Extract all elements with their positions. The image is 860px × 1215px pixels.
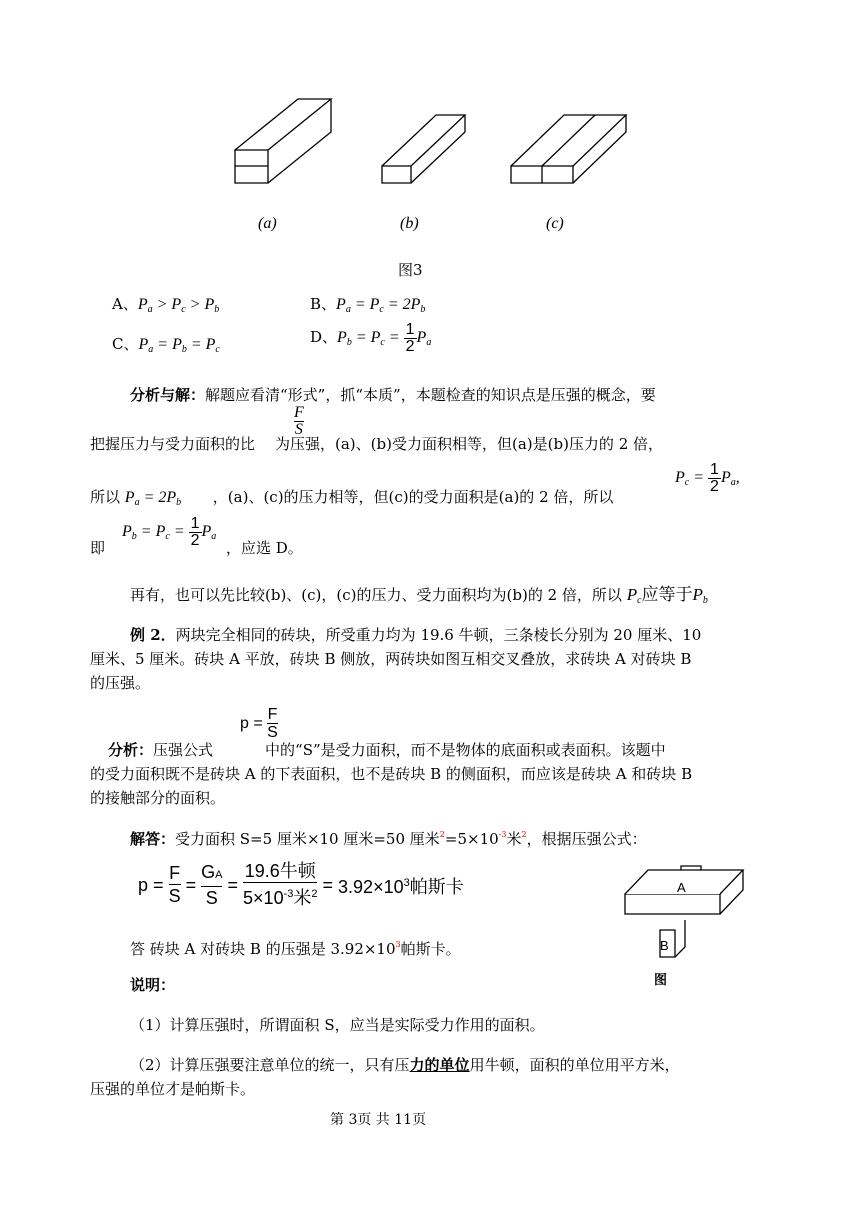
analysis1-line2: 把握压力与受力面积的比 为压强，(a)、(b)受力面积相等，但(a)是(b)压力的 2 倍， xyxy=(90,435,664,453)
analysis1-conclusion: ，应选 D。 xyxy=(226,539,303,557)
formula-p-equals-F-over-S: p = $\frac{F}{S}$ xyxy=(240,706,278,741)
fraction-F-over-S: F S xyxy=(294,404,304,438)
option-c: C、$P_a = P_b = P_c$ xyxy=(112,335,220,355)
solution-line1: 解答：受力面积 S=5 厘米×10 厘米=50 厘米$^2=5\times 10^{-3}$米$^2$，根据压强公式： xyxy=(130,830,647,848)
note-2-line1: （2）计算压强要注意单位的统一，只有压力的单位用牛顿，面积的单位用平方米， xyxy=(130,1056,680,1074)
analysis1-heading: 分析与解： xyxy=(130,386,206,404)
analysis2-line1: 分析：压强公式 中的“S”是受力面积，而不是物体的底面积或表面积。该题中 xyxy=(108,741,666,759)
notes-heading: 说明： xyxy=(130,976,176,994)
figure-3-drawings xyxy=(0,0,860,200)
brick-pair-c xyxy=(511,115,626,183)
crossed-figure-label-a: A xyxy=(677,880,686,895)
analysis1-line3: 所以 $P_a = 2P_b$ ，(a)、(c)的压力相等，但(c)的受力面积是(a)的 2 倍，所以 xyxy=(90,488,614,508)
pressure-formula: p = $\frac{F}{S}$ = $\frac{GA}{S}$ = 19.6牛顿 $5\times 10^{-3}$米$^2$ = $3.92\times 10^3$帕斯卡 xyxy=(138,861,464,908)
analysis2-line3: 的接触部分的面积。 xyxy=(90,789,226,807)
figure-caption: 图3 xyxy=(398,261,423,279)
note-2-line2: 压强的单位才是帕斯卡。 xyxy=(90,1080,256,1098)
analysis2-line2: 的受力面积既不是砖块 A 的下表面积，也不是砖块 B 的侧面积，而应该是砖块 A 和砖块 B xyxy=(90,765,693,783)
solution-answer: 答 砖块 A 对砖块 B 的压强是 $3.92\times 10^3$帕斯卡。 xyxy=(130,940,461,958)
note-1: （1）计算压强时，所谓面积 S，应当是实际受力作用的面积。 xyxy=(130,1016,545,1034)
option-a: A、$P_a > P_c > P_b$ xyxy=(112,295,220,315)
option-d: D、$P_b = P_c$ = $\frac{1}{2}$ $P_a$ xyxy=(310,321,432,355)
example2-heading: 例 2． xyxy=(130,626,176,644)
pc-equals-half-pa: $P_c$ = $\frac{1}{2}$ $P_a$, xyxy=(675,461,740,495)
figure-label-c: (c) xyxy=(546,215,564,232)
option-b: B、$P_a = P_c = 2P_b$ xyxy=(310,295,426,315)
brick-b xyxy=(382,115,465,183)
solution-heading: 解答： xyxy=(130,830,176,848)
figure-label-a: (a) xyxy=(258,215,277,232)
figure-label-b: (b) xyxy=(400,215,419,232)
crossed-bricks-figure xyxy=(615,860,745,965)
page-footer: 第 3页 共 11页 xyxy=(330,1112,427,1128)
crossed-figure-label-b: B xyxy=(660,938,669,953)
example2-line3: 的压强。 xyxy=(90,674,151,692)
crossed-figure-caption: 图 xyxy=(654,972,668,987)
example2-line2: 厘米、5 厘米。砖块 A 平放，砖块 B 侧放，两砖块如图互相交叉叠放，求砖块 A 对砖块 B xyxy=(90,650,692,668)
analysis1-line1: 分析与解：解题应看清“形式”，抓“本质”，本题检查的知识点是压强的概念，要 xyxy=(130,386,656,404)
analysis1-line4: 即 xyxy=(90,539,106,557)
brick-stack-a xyxy=(235,99,331,183)
example2-line1: 例 2．两块完全相同的砖块，所受重力均为 19.6 牛顿，三条棱长分别为 20 厘米、10 xyxy=(130,626,702,644)
pb-equals-pc-equals-half-pa: $P_b = P_c$ = $\frac{1}{2}$ $P_a$ xyxy=(122,515,217,549)
analysis2-heading: 分析： xyxy=(108,741,154,759)
analysis1-line5: 再有，也可以先比较(b)、(c)，(c)的压力、受力面积均为(b)的 2 倍，所以 $P_c$应等于$P_b$ xyxy=(130,585,708,606)
